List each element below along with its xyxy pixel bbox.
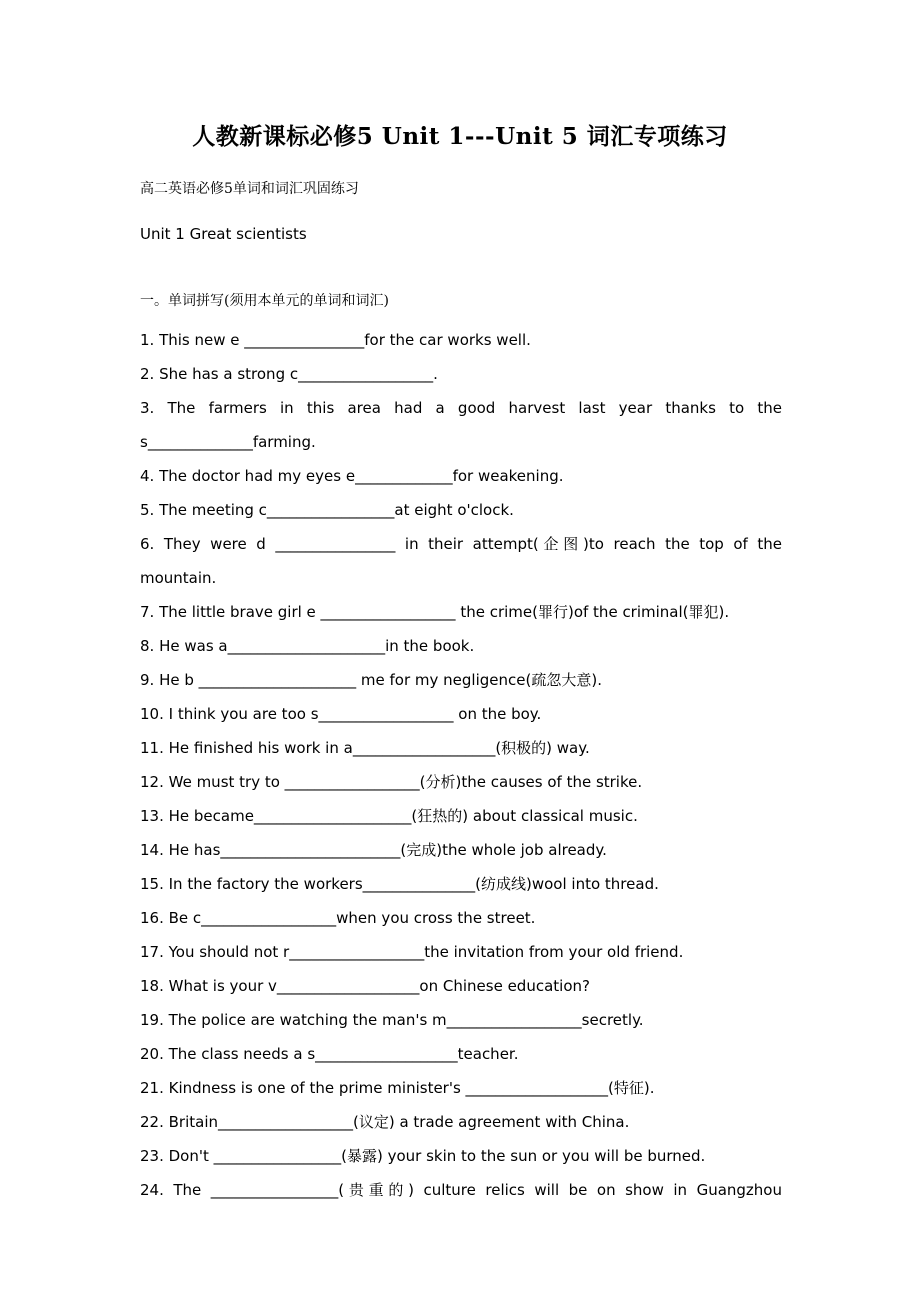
question-line: 3. The farmers in this area had a good harvest last year thanks to the [140, 399, 782, 417]
question-item: 18. What is your v___________________on Chinese education? [140, 977, 590, 995]
unit-heading: Unit 1 Great scientists [140, 225, 307, 243]
question-item: 23. Don't _________________(暴露) your skin to the sun or you will be burned. [140, 1147, 706, 1165]
document-subtitle: 高二英语必修5单词和词汇巩固练习 [140, 181, 359, 197]
question-item [140, 391, 782, 459]
question-item: 15. In the factory the workers_______________(纺成线)wool into thread. [140, 875, 659, 893]
section-heading: 一。单词拼写(须用本单元的单词和词汇) [140, 293, 389, 309]
question-item: 19. The police are watching the man's m__________________secretly. [140, 1011, 644, 1029]
question-item: 21. Kindness is one of the prime minister's ___________________(特征). [140, 1079, 655, 1097]
question-item: 11. He finished his work in a___________________(积极的) way. [140, 739, 590, 757]
question-item: 7. The little brave girl e __________________ the crime(罪行)of the criminal(罪犯). [140, 603, 730, 621]
document-title: 人教新课标必修5 Unit 1---Unit 5 词汇专项练习 [192, 123, 728, 150]
question-line: mountain. [140, 569, 217, 587]
question-item: 13. He became_____________________(狂热的) about classical music. [140, 807, 638, 825]
question-item [140, 527, 782, 595]
question-item: 12. We must try to __________________(分析)the causes of the strike. [140, 773, 643, 791]
question-item: 1. This new e ________________for the car works well. [140, 331, 531, 349]
question-item: 2. She has a strong c__________________. [140, 365, 438, 383]
question-item: 10. I think you are too s__________________ on the boy. [140, 705, 542, 723]
question-item: 24. The _________________(贵重的) culture relics will be on show in Guangzhou [140, 1181, 782, 1199]
question-item: 22. Britain__________________(议定) a trade agreement with China. [140, 1113, 630, 1131]
question-item: 16. Be c__________________when you cross the street. [140, 909, 536, 927]
question-line: s______________farming. [140, 433, 316, 451]
question-item: 5. The meeting c_________________at eight o'clock. [140, 501, 514, 519]
question-item: 8. He was a_____________________in the book. [140, 637, 475, 655]
question-item: 14. He has________________________(完成)the whole job already. [140, 841, 607, 859]
question-item: 9. He b _____________________ me for my negligence(疏忽大意). [140, 671, 602, 689]
question-item: 4. The doctor had my eyes e_____________for weakening. [140, 467, 564, 485]
question-list [140, 323, 782, 1207]
question-line: 6. They were d ________________ in their attempt(企图)to reach the top of the [140, 535, 782, 553]
question-item: 17. You should not r__________________the invitation from your old friend. [140, 943, 684, 961]
question-item: 20. The class needs a s___________________teacher. [140, 1045, 519, 1063]
